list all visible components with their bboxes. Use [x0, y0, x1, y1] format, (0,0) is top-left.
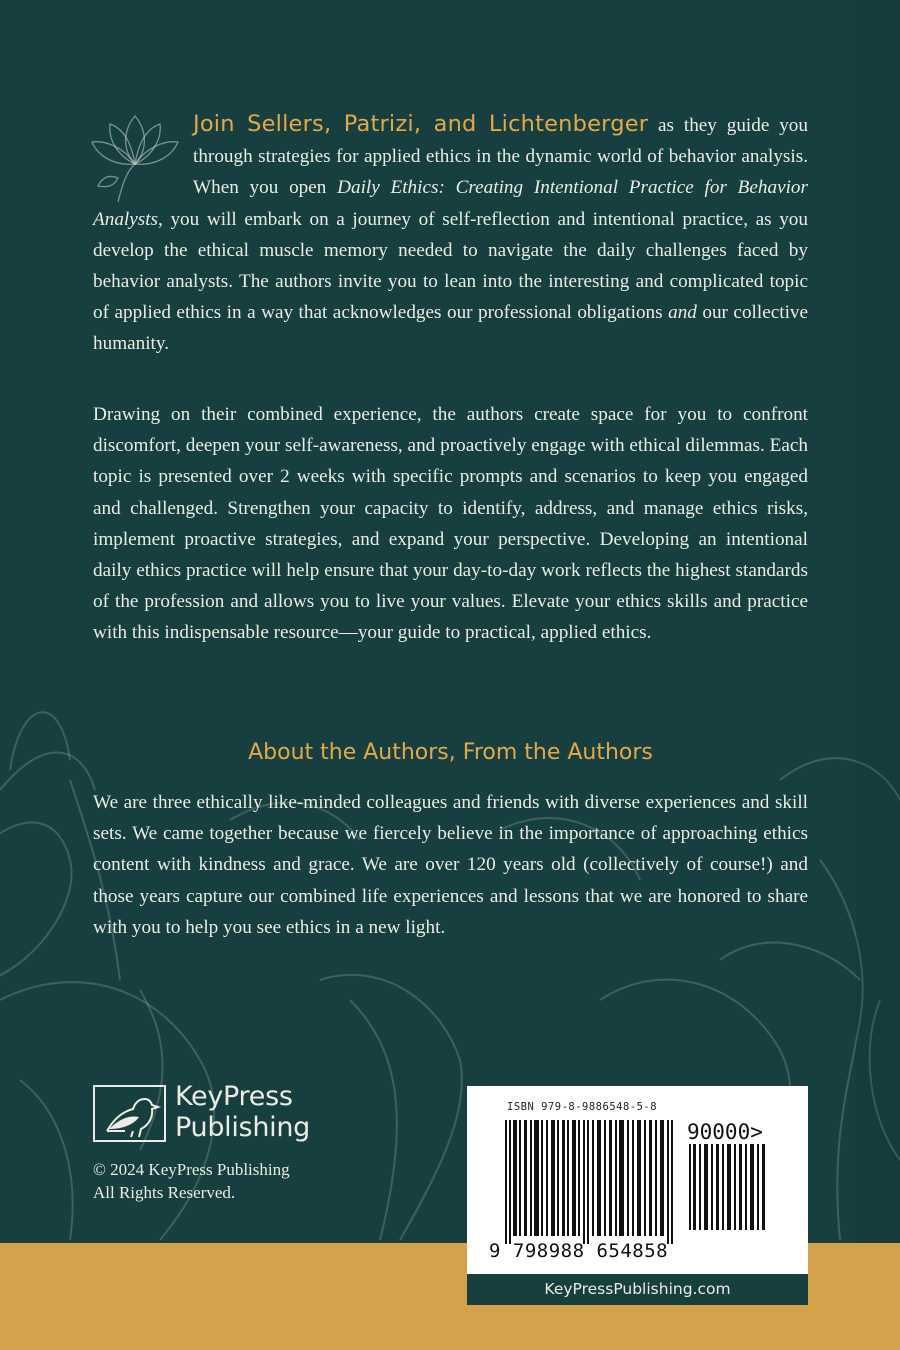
emphasis-and: and [668, 302, 697, 324]
publisher-name-line1: KeyPress [175, 1081, 293, 1112]
price-code: 90000> [687, 1120, 763, 1144]
intro-paragraph [93, 109, 808, 360]
pigeon-icon [93, 1085, 166, 1142]
isbn-label: ISBN 979-8-9886548-5-8 [507, 1101, 658, 1113]
rights-line: All Rights Reserved. [93, 1183, 236, 1202]
ean13-bars [503, 1120, 675, 1244]
addon-bars [687, 1144, 767, 1230]
intro-text-b: , you will embark on a journey of self-reflection and intentional practice, as you develop the ethical muscle memory needed to navigate the daily challenges faced by behavior analysts. The authors invite you to lean into the interesting and complicated topic of applied ethics in a way that acknowledges our professional obligations [93, 208, 808, 324]
publisher-name-line2: Publishing [175, 1112, 310, 1143]
spine-shade [856, 0, 900, 1243]
authors-heading: About the Authors, From the Authors [248, 740, 653, 765]
authors-paragraph: We are three ethically like-minded colleagues and friends with diverse experiences and skill sets. We came together because we fiercely believe in the importance of approaching ethics content with kindness and grace. We are over 120 years old (collectively of course!) and those years capture our combined life experiences and lessons that we are honored to share with you to help you see ethics in a new light. [93, 792, 808, 938]
intro-authors-highlight: Join Sellers, Patrizi, and Lichtenberger [193, 111, 649, 137]
intro-text-a: as they guide you through strategies for applied ethics in the dynamic world of behavior analysis. When you open [193, 115, 808, 199]
copyright-notice [93, 1158, 290, 1204]
book-title: Daily Ethics: Creating Intentional Practice for Behavior Analysts [93, 177, 808, 230]
publisher-website[interactable]: KeyPressPublishing.com [467, 1274, 808, 1305]
barcode-digits: 9 798988 654858 [489, 1240, 669, 1262]
icon-float-spacer [93, 109, 193, 199]
publisher-logo [93, 1081, 353, 1145]
price-addon [687, 1120, 771, 1235]
copyright-line: © 2024 KeyPress Publishing [93, 1160, 290, 1179]
body-paragraph: Drawing on their combined experience, the authors create space for you to confront discomfort, deepen your self-awareness, and proactively engage with ethical dilemmas. Each topic is presented over 2 weeks with specific prompts and scenarios to keep you engaged and challenged. Strengthen your capacity to identify, address, and manage ethics risks, implement proactive strategies, and expand your perspective. Developing an intentional daily ethics practice will help ensure that your day-to-day work reflects the highest standards of the profession and allows you to live your values. Elevate your ethics skills and practice with this indispensable resource—your guide to practical, applied ethics. [93, 404, 808, 644]
publisher-name [175, 1081, 310, 1143]
intro-text-c: our collective humanity. [93, 302, 809, 355]
isbn-barcode [467, 1086, 808, 1274]
